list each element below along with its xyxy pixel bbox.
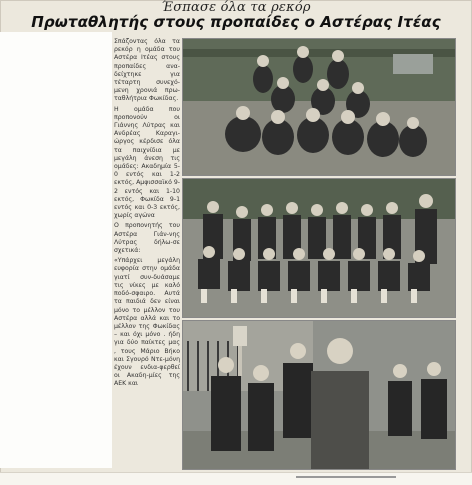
article-paragraph: Σπάζοντας όλα τα ρεκόρ η ομάδα του Αστέρα Ιτέας στους προπαίδες ανα-δείχτηκε για τέταρτη συνεχό-μενη χρονιά πρω-ταθλήτρια Φωκίδας. [114,38,180,103]
article-kicker: Έσπασε όλα τα ρεκόρ [161,0,311,15]
article-paragraph: «Υπάρχει μεγάλη ευφορία στην ομάδα γιατί συν-δυάσαμε τις νίκες με καλό ποδό-σφαιρο. Αυτά τα παιδιά δεν είναι μόνο το μέλλον του Αστέρα αλλά και το μέλλον της Φωκίδας – και όχι μόνο . ήδη για δύο παίκτες μας , τους Μάριο Βήκο και Σγουρό Ντε-μόνη έχουν ενδια-φερθεί οι Ακαδη-μίες της ΑΕΚ και [114,257,180,388]
blank-area [0,32,112,468]
article-paragraph: Η ομάδα που προπονούν οι Γιάννης Λύτρας και Ανδρέας Καραγι-ώργος κέρδισε όλα τα παιχνίδια με μεγάλη άνεση τις ομάδες: Ακαδημία 5-0 εντός και 1-2 εκτός, Αμφισσαϊκό 9-2 εντός και 1-10 εκτός, Φωκίδα 9-1 εντός και 0-3 εκτός, χωρίς αγώνα [114,105,180,220]
team-photo-medals-image [183,39,455,175]
article-body [114,38,180,468]
article-headline: Πρωταθλητής στους προπαίδες ο Αστέρας Ιτέας [31,13,441,31]
article-paragraph: Ο προπονητής του Αστέρα Γιάν-νης Λύτρας δήλω-σε σχετικά: [114,222,180,255]
divider [296,476,396,478]
team-photo-trophy-image [183,321,455,469]
page-bottom-margin [0,472,472,485]
team-photo-medals [182,38,456,176]
team-photo-lineup-image [183,179,455,317]
team-photo-trophy [182,320,456,470]
team-photo-lineup [182,178,456,318]
